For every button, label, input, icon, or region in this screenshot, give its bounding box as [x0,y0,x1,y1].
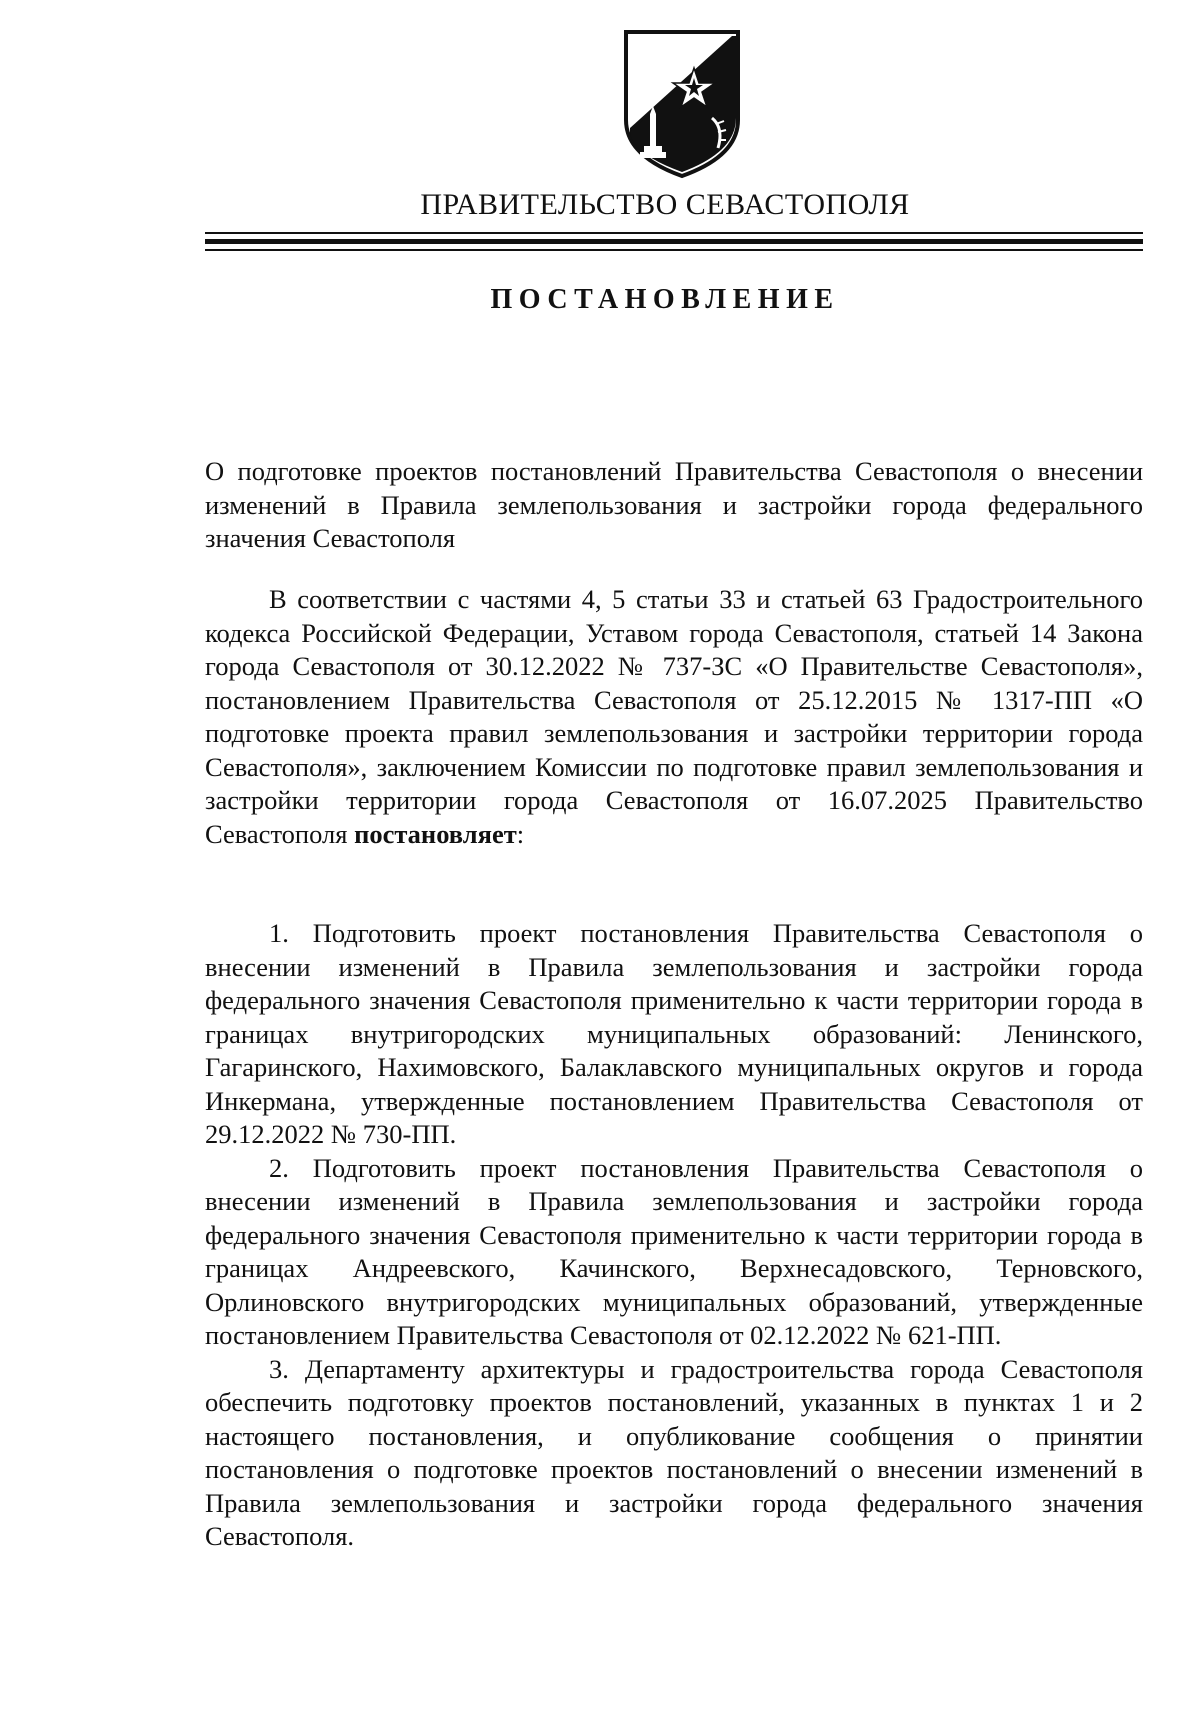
header-rule-thick [205,239,1143,244]
point-3: 3. Департаменту архитектуры и градостроительства города Севастополя обеспечить подготовку проектов постановлений, указанных в пунктах 1 и 2 настоящего постановления, и опубликование сообщения о принятии постановления о подготовке проектов постановлений о внесении изменений в Правила землепользования и застройки города федерального значения Севастополя. [205,1353,1143,1551]
subject-text: О подготовке проектов постановлений Правительства Севастополя о внесении изменений в Правила землепользования и застройки города федерального значения Севастополя [205,456,1143,553]
document-subject [205,455,1143,556]
point-2: 2. Подготовить проект постановления Правительства Севастополя о внесении изменений в Правила землепользования и застройки города федерального значения Севастополя применительно к части территории города в границах Андреевского, Качинского, Верхнесадовского, Терновского, Орлиновского внутригородских муниципальных образований, утвержденные постановлением Правительства Севастополя от 02.12.2022 № 621-ПП. [205,1152,1143,1350]
resolves-word: постановляет [354,818,517,849]
point-1: 1. Подготовить проект постановления Правительства Севастополя о внесении изменений в Правила землепользования и застройки города федерального значения Севастополя применительно к части территории города в границах внутригородских муниципальных образований: Ленинского, Гагаринского, Нахимовского, Балаклавского муниципальных округов и города Инкермана, утвержденные постановлением Правительства Севастополя от 29.12.2022 № 730-ПП. [205,918,1143,1149]
preamble [205,583,1143,851]
government-name: ПРАВИТЕЛЬСТВО СЕВАСТОПОЛЯ [420,188,910,221]
resolves-suffix: : [516,818,525,849]
preamble-paragraph [205,583,1143,851]
header-rule-top [205,232,1143,234]
sevastopol-coat-of-arms-icon [620,28,744,180]
preamble-text: В соответствии с частями 4, 5 статьи 33 и статьей 63 Градостроительного кодекса Российской Федерации, Уставом города Севастополя, статьей 14 Закона города Севастополя от 30.12.2022 № 737-ЗС «О Правительстве Севастополя», постановлением Правительства Севастополя от 25.12.2015 № 1317-ПП «О подготовке проекта правил землепользования и застройки территории города Севастополя», заключением Комиссии по подготовке правил землепользования и застройки территории города Севастополя от 16.07.2025 Правительство Севастополя [205,584,1143,849]
header-rule-bottom [205,249,1143,251]
document-type-title: ПОСТАНОВЛЕНИЕ [490,284,840,315]
resolution-points [205,917,1143,1554]
